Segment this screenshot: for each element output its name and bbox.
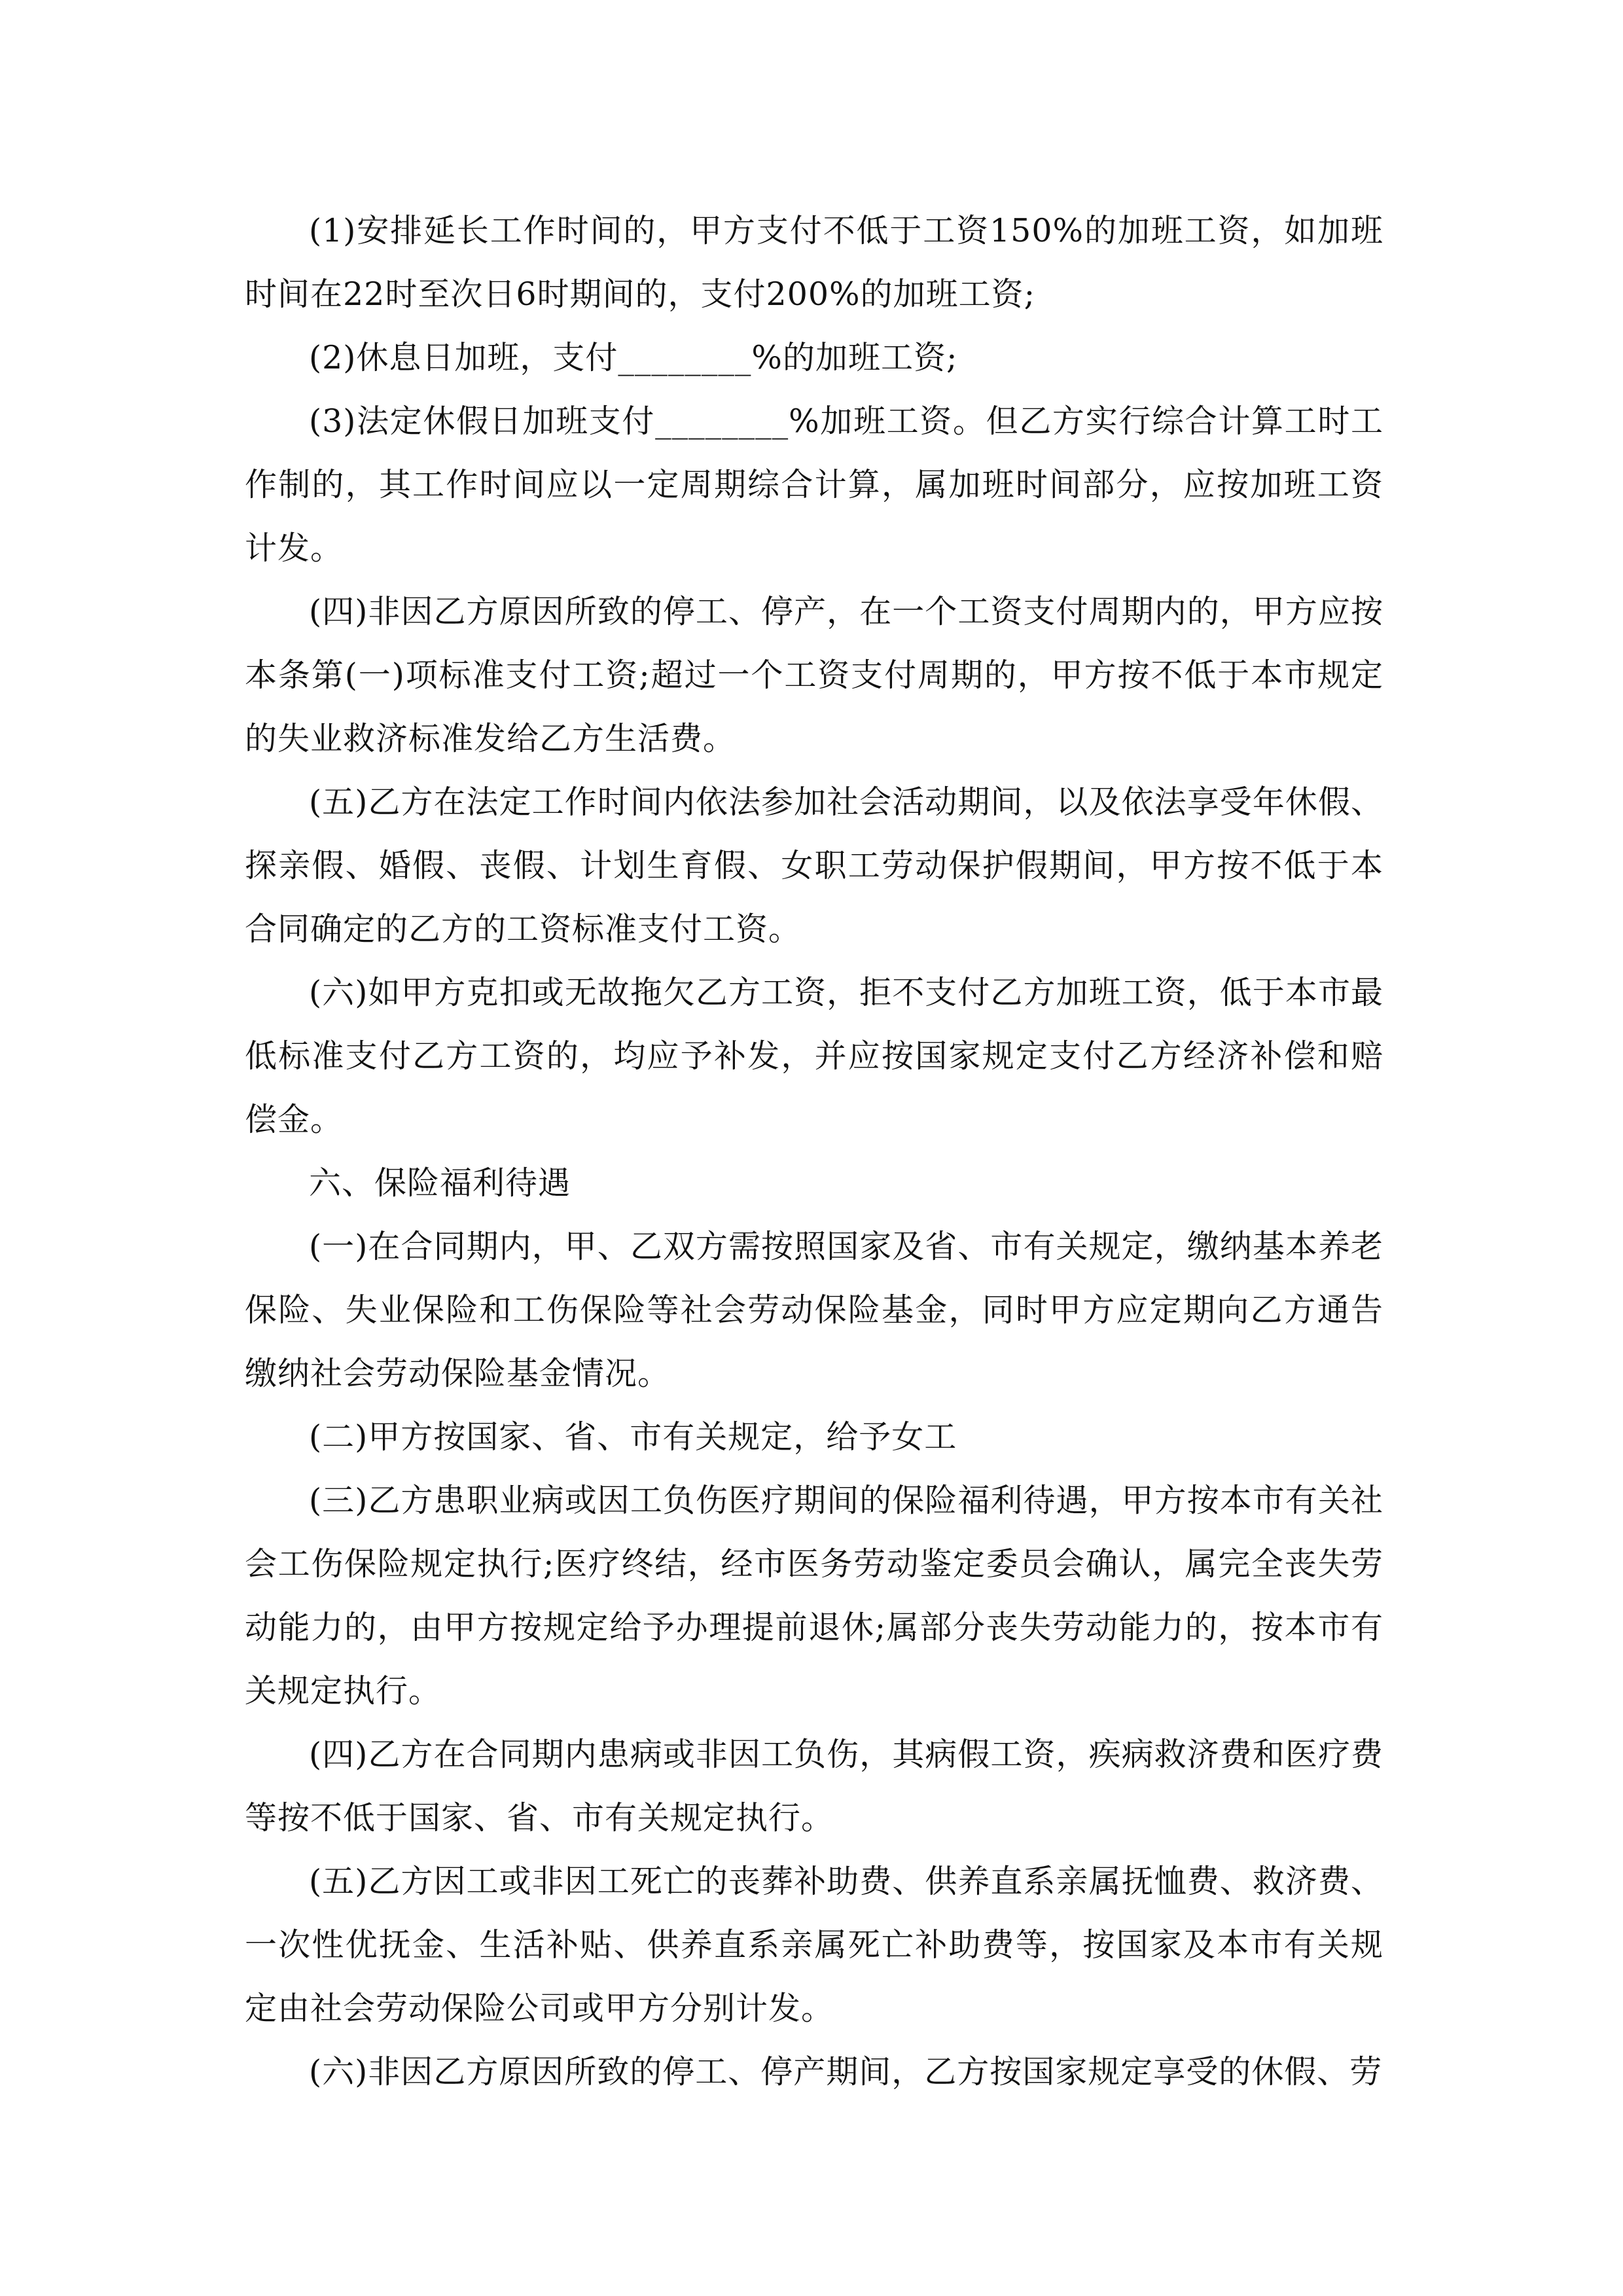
section-heading-insurance-welfare: 六、保险福利待遇: [309, 1164, 571, 1202]
paragraph-social-activity-leave: (五)乙方在法定工作时间内依法参加社会活动期间，以及依法享受年休假、探亲假、婚假、丧假、计划生育假、女职工劳动保护假期间，甲方按不低于本合同确定的乙方的工资标准支付工资。: [245, 783, 1383, 948]
document-body: [245, 199, 1383, 2104]
paragraph-overtime-extended: (1)安排延长工作时间的，甲方支付不低于工资150%的加班工资，如加班时间在22时至次日6时期间的，支付200%的加班工资;: [245, 212, 1383, 313]
paragraph-wage-withholding: (六)如甲方克扣或无故拖欠乙方工资，拒不支付乙方加班工资，低于本市最低标准支付乙方工资的，均应予补发，并应按国家规定支付乙方经济补偿和赔偿金。: [245, 974, 1383, 1138]
paragraph-overtime-holiday: (3)法定休假日加班支付________%加班工资。但乙方实行综合计算工时工作制的，其工作时间应以一定周期综合计算，属加班时间部分，应按加班工资计发。: [245, 403, 1383, 567]
paragraph-work-stoppage: (四)非因乙方原因所致的停工、停产，在一个工资支付周期内的，甲方应按本条第(一)项标准支付工资;超过一个工资支付周期的，甲方按不低于本市规定的失业救济标准发给乙方生活费。: [245, 593, 1383, 757]
paragraph-female-workers: (二)甲方按国家、省、市有关规定，给予女工: [309, 1418, 957, 1456]
paragraph-overtime-restday: (2)休息日加班，支付________%的加班工资;: [309, 339, 958, 376]
paragraph-sick-leave: (四)乙方在合同期内患病或非因工负伤，其病假工资，疾病救济费和医疗费等按不低于国家、省、市有关规定执行。: [245, 1736, 1383, 1837]
paragraph-stoppage-leave: (六)非因乙方原因所致的停工、停产期间，乙方按国家规定享受的休假、劳: [309, 2053, 1383, 2090]
paragraph-occupational-disease: (三)乙方患职业病或因工负伤医疗期间的保险福利待遇，甲方按本市有关社会工伤保险规定执行;医疗终结，经市医务劳动鉴定委员会确认，属完全丧失劳动能力的，由甲方按规定给予办理提前退休;属部分丧失劳动能力的，按本市有关规定执行。: [245, 1482, 1383, 1710]
paragraph-social-insurance: (一)在合同期内，甲、乙双方需按照国家及省、市有关规定，缴纳基本养老保险、失业保险和工伤保险等社会劳动保险基金，同时甲方应定期向乙方通告缴纳社会劳动保险基金情况。: [245, 1228, 1383, 1392]
paragraph-death-benefits: (五)乙方因工或非因工死亡的丧葬补助费、供养直系亲属抚恤费、救济费、一次性优抚金、生活补贴、供养直系亲属死亡补助费等，按国家及本市有关规定由社会劳动保险公司或甲方分别计发。: [245, 1863, 1383, 2027]
